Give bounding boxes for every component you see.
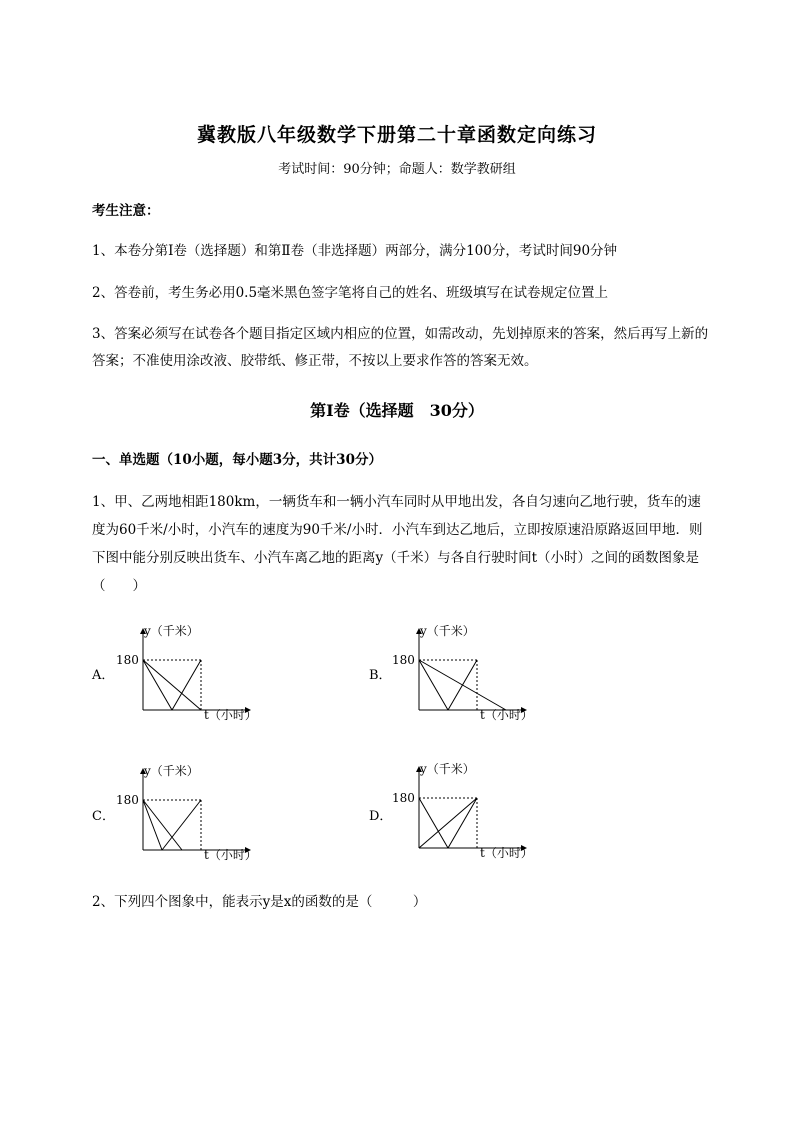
option-a-t-axis-label: t（小时） (204, 708, 257, 722)
option-c-graph (116, 760, 270, 870)
notice-item-1: 1、本卷分第I卷（选择题）和第Ⅱ卷（非选择题）两部分，满分100分，考试时间90分钟 (92, 243, 618, 259)
option-b-label: B． (369, 668, 392, 683)
page-title: 冀教版八年级数学下册第二十章函数定向练习 (196, 124, 597, 146)
page-subtitle: 考试时间：90分钟；命题人：数学教研组 (278, 162, 516, 177)
option-a-label: A． (92, 668, 115, 683)
option-d-graph (392, 758, 546, 868)
notice-item-2: 2、答卷前，考生务必用0.5毫米黑色签字笔将自己的姓名、班级填写在试卷规定位置上 (92, 285, 609, 301)
section-subheading: 一、单选题（10小题，每小题3分，共计30分） (92, 452, 382, 468)
option-c-y-axis-label: y（千米） (144, 764, 199, 778)
option-d-y-axis-label: y（千米） (420, 762, 475, 776)
option-d-t-axis-label: t（小时） (480, 846, 533, 860)
question-1-text: 1、甲、乙两地相距180km，一辆货车和一辆小汽车同时从甲地出发，各自匀速向乙地行驶，货车的速度为60千米/小时，小汽车的速度为90千米/小时．小汽车到达乙地后，立即按原速沿原路返回甲地．则下图中能分别反映出货车、小汽车离乙地的距离y（千米）与各自行驶时间t（小时）之间的函数图象是（ ） (92, 494, 703, 594)
option-b-y-axis-label: y（千米） (420, 624, 475, 638)
option-b-graph (392, 620, 546, 730)
notice-item-3: 3、答案必须写在试卷各个题目指定区域内相应的位置，如需改动，先划掉原来的答案，然后再写上新的答案；不准使用涂改液、胶带纸、修正带，不按以上要求作答的答案无效。 (92, 326, 709, 369)
option-b-t-axis-label: t（小时） (480, 708, 533, 722)
option-a-graph (116, 620, 270, 730)
option-c-label: C． (92, 809, 115, 824)
option-a-y-axis-label: y（千米） (144, 624, 199, 638)
option-a-y-tick: 180 (116, 653, 139, 667)
option-d-label: D． (369, 809, 393, 824)
option-d-y-tick: 180 (392, 791, 415, 805)
option-b-y-tick: 180 (392, 653, 415, 667)
section-title: 第I卷（选择题 30分） (310, 401, 484, 420)
option-c-t-axis-label: t（小时） (204, 848, 257, 862)
option-c-y-tick: 180 (116, 793, 139, 807)
notice-heading: 考生注意： (92, 203, 160, 219)
question-2-text: 2、下列四个图象中，能表示y是x的函数的是（ ） (92, 894, 427, 910)
